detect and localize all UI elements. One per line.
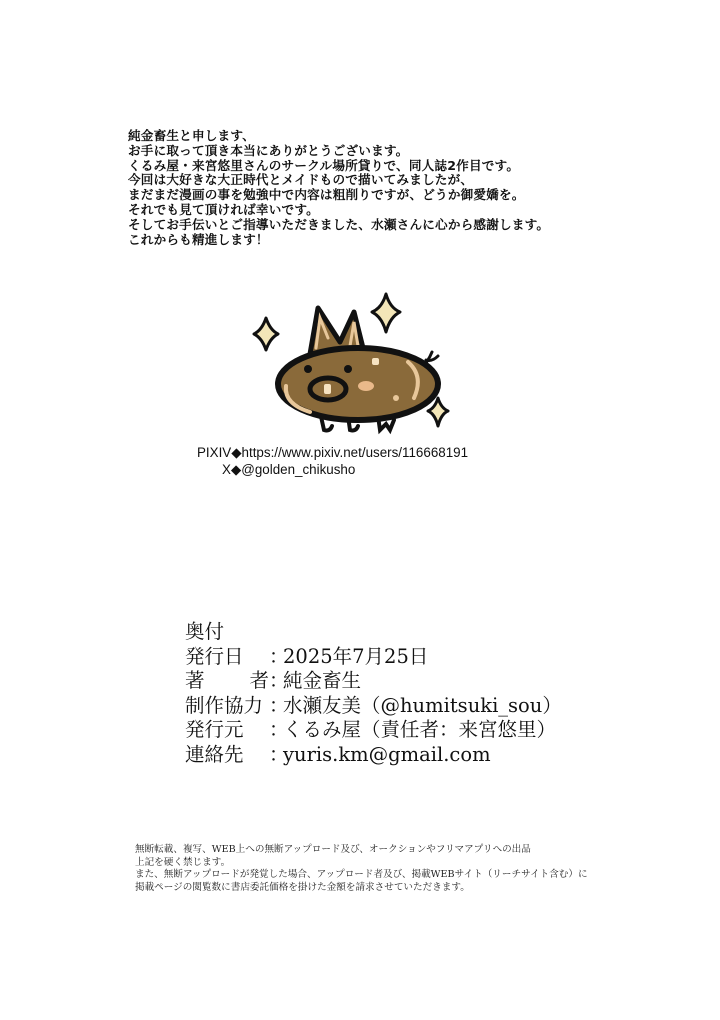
colophon-label-char: 著 bbox=[185, 669, 205, 692]
afterword-line: これからも精進します！ bbox=[128, 231, 269, 247]
colophon-title: 奥付 bbox=[185, 620, 225, 643]
disclaimer-line: 上記を硬く禁じます。 bbox=[135, 856, 231, 868]
colophon-value: くるみ屋（責任者：来宮悠里） bbox=[283, 718, 557, 741]
copyright-disclaimer bbox=[135, 844, 588, 894]
sparkle-icon bbox=[372, 294, 400, 332]
colophon-label: 発行日 bbox=[185, 644, 244, 668]
disclaimer-line: また、無断アップロードが発覚した場合、アップロード者及び、掲載WEBサイト（リーチサイト含む）に bbox=[135, 869, 588, 881]
afterword-line: そしてお手伝いとご指導いただきました、水瀬さんに心から感謝します。 bbox=[128, 216, 550, 232]
colophon-row-publish-date bbox=[185, 645, 562, 670]
afterword-line: それでも見て頂ければ幸いです。 bbox=[128, 201, 319, 217]
colophon-label bbox=[185, 669, 269, 694]
colophon-label: 連絡先 bbox=[185, 742, 244, 766]
eye-icon bbox=[304, 365, 312, 373]
colophon-separator: ： bbox=[269, 669, 289, 692]
colophon-separator: ： bbox=[269, 693, 289, 717]
colophon-label: 制作協力 bbox=[185, 693, 264, 717]
colophon-label-char: 者 bbox=[249, 669, 269, 692]
eye-icon bbox=[344, 365, 352, 373]
disclaimer-line: 無断転載、複写、WEB上への無断アップロード及び、オークションやフリマアプリへの出品 bbox=[135, 844, 531, 855]
social-links bbox=[197, 445, 468, 478]
pixiv-link[interactable]: PIXIV◆https://www.pixiv.net/users/116668191 bbox=[197, 445, 469, 460]
afterword-line: まだまだ漫画の事を勉強中で内容は粗削りですが、どうか御愛嬌を。 bbox=[128, 187, 525, 203]
sparkle-icon bbox=[254, 318, 278, 350]
afterword-line: お手に取って頂き本当にありがとうございます。 bbox=[128, 142, 409, 158]
colophon-row-publisher bbox=[185, 718, 562, 743]
colophon-row-contact bbox=[185, 743, 562, 768]
colophon bbox=[185, 620, 562, 767]
colophon-value: 水瀬友美（@humitsuki_sou） bbox=[283, 693, 562, 717]
afterword-line: 純金畜生と申します、 bbox=[128, 128, 255, 143]
afterword-line: くるみ屋・来宮悠里さんのサークル場所貸りで、同人誌2作目です。 bbox=[128, 157, 520, 173]
colophon-value: 2025年7月25日 bbox=[283, 644, 429, 668]
colophon-separator: ： bbox=[269, 644, 289, 668]
colophon-row-author bbox=[185, 669, 562, 694]
contact-email[interactable]: yuris.km@gmail.com bbox=[283, 742, 491, 766]
afterword-text bbox=[128, 129, 549, 247]
colophon-row-cooperation bbox=[185, 694, 562, 719]
pig-mascot-illustration bbox=[250, 290, 450, 440]
x-account-link[interactable]: X◆@golden_chikusho bbox=[222, 461, 356, 477]
colophon-separator: ： bbox=[269, 742, 289, 766]
colophon-label: 発行元 bbox=[185, 718, 244, 741]
colophon-value: 純金畜生 bbox=[283, 669, 362, 692]
colophon-separator: ： bbox=[269, 718, 289, 741]
disclaimer-line: 掲載ページの閲覧数に書店委託価格を掛けた金額を請求させていただきます。 bbox=[135, 881, 470, 893]
afterword-line: 今回は大好きな大正時代とメイドもので描いてみましたが、 bbox=[128, 172, 474, 188]
